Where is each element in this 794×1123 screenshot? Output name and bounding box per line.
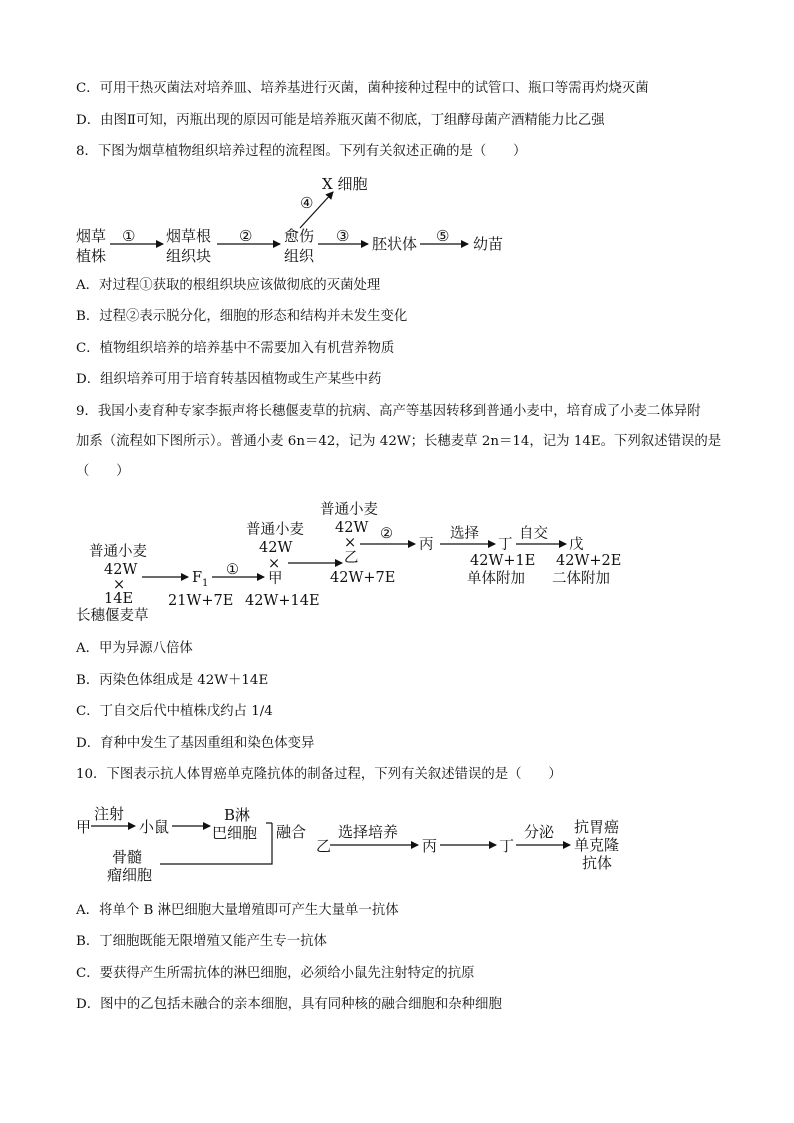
q9-ding-desc: 单体附加 [467,571,525,587]
q10-b-cell-line1: B淋 [224,806,251,824]
q9-yi-genome: 42W+7E [330,570,396,586]
q8-node-tobacco-line2: 植株 [76,247,107,265]
q8-step-3: ③ [336,227,350,245]
q10-ding-label: 丁 [499,837,515,855]
q9-wu-label: 戊 [569,537,584,553]
q8-option-c: C．植物组织培养的培养基中不需要加入有机营养物质 [76,341,395,356]
q8-step-1: ① [122,227,136,245]
q9-parent3-name: 普通小麦 [246,522,304,538]
q8-step-5: ⑤ [436,227,450,245]
q9-cross-3: × [344,535,357,551]
q8-stem: 8．下图为烟草植物组织培养过程的流程图。下列有关叙述正确的是（ ） [76,144,527,159]
q10-option-b: B．丁细胞既能无限增殖又能产生专一抗体 [76,934,327,949]
q10-option-c: C．要获得产生所需抗体的淋巴细胞，必须给小鼠先注射特定的抗原 [76,966,475,981]
q10-mouse-label: 小鼠 [139,818,170,836]
q9-stem-line3: （ ） [76,464,130,479]
q8-node-embryoid: 胚状体 [372,235,418,253]
q9-parent3-genome: 42W [259,540,293,556]
q8-step-4: ④ [300,194,314,212]
q10-stem: 10．下图表示抗人体胃癌单克隆抗体的制备过程，下列有关叙述错误的是（ ） [76,767,562,782]
q10-myeloma-line1: 骨髓 [112,848,143,866]
q9-parent2-name: 长穗偃麦草 [76,608,149,624]
q10-antibody-line1: 抗胃癌 [574,818,620,836]
q9-option-a: A．甲为异源八倍体 [76,641,193,656]
q9-self-label: 自交 [519,526,548,542]
q10-yi-label: 乙 [316,837,332,855]
q8-node-tobacco-line1: 烟草 [76,227,107,245]
q9-parent1-name: 普通小麦 [89,544,147,560]
q9-option-c: C．丁自交后代中植株戊约占 1/4 [76,704,273,719]
q9-option-b: B．丙染色体组成是 42W＋14E [76,673,269,688]
q7-option-c: C．可用干热灭菌法对培养皿、培养基进行灭菌，菌种接种过程中的试管口、瓶口等需再灼烧灭菌 [76,81,649,96]
q8-node-x-cell: X 细胞 [322,175,368,193]
q9-jia-genome: 42W+14E [245,593,320,609]
q10-option-a: A．将单个 B 淋巴细胞大量增殖即可产生大量单一抗体 [76,903,399,918]
q9-f1-label: F [192,570,203,586]
q9-jia-label: 甲 [268,571,283,587]
q8-option-d: D．组织培养可用于培育转基因植物或生产某些中药 [76,372,382,387]
q10-myeloma-line2: 瘤细胞 [107,866,153,884]
q9-parent2-genome: 14E [104,591,134,607]
q7-option-d: D．由图Ⅱ可知，丙瓶出现的原因可能是培养瓶灭菌不彻底，丁组酵母菌产酒精能力比乙强 [76,113,605,128]
q10-antibody-line2: 单克隆 [574,836,620,854]
q9-yi-label: 乙 [344,550,359,566]
q9-select-label: 选择 [450,526,479,542]
q9-bing-label: 丙 [419,537,434,553]
q9-ding-genome: 42W+1E [470,553,536,569]
q10-bing-label: 丙 [422,837,438,855]
q9-stem-line2: 加系（流程如下图所示）。普通小麦 6n＝42，记为 42W；长穗麦草 2n＝14，记为 14E。下列叙述错误的是 [76,434,722,449]
q10-inject-label: 注射 [94,805,125,823]
q8-node-callus-line1: 愈伤 [284,227,315,245]
q9-step-1: ① [226,562,239,578]
q10-option-d: D．图中的乙包括未融合的亲本细胞，具有同种核的融合细胞和杂种细胞 [76,997,502,1012]
q9-f1-genome: 21W+7E [168,593,234,609]
q9-wu-genome: 42W+2E [556,553,622,569]
q9-parent4-genome: 42W [335,520,369,536]
q8-node-root-line2: 组织块 [166,247,212,265]
q10-jia-label: 甲 [76,818,92,836]
q9-step-2: ② [380,526,393,542]
q9-cross-2: × [268,556,281,572]
q10-b-cell-line2: 巴细胞 [212,824,258,842]
q9-f1-subscript: 1 [202,578,209,589]
q8-option-b: B．过程②表示脱分化，细胞的形态和结构并未发生变化 [76,309,408,324]
q9-parent1-genome: 42W [104,562,138,578]
q10-secrete-label: 分泌 [524,823,555,841]
q8-option-a: A．对过程①获取的根组织块应该做彻底的灭菌处理 [76,278,381,293]
q8-node-seedling: 幼苗 [473,235,504,253]
q9-ding-label: 丁 [498,537,513,553]
q10-fuse-label: 融合 [276,823,307,841]
q9-stem-line1: 9．我国小麦育种专家李振声将长穗偃麦草的抗病、高产等基因转移到普通小麦中，培育成了小麦二体异附 [76,404,701,419]
q8-node-root-line1: 烟草根 [166,227,212,245]
q9-parent4-name: 普通小麦 [320,502,378,518]
q8-step-2: ② [239,227,253,245]
q9-wu-desc: 二体附加 [552,571,610,587]
q9-cross-1: × [113,577,126,593]
q10-culture-label: 选择培养 [338,823,399,841]
q8-node-callus-line2: 组织 [284,247,315,265]
q10-antibody-line3: 抗体 [582,854,613,872]
q9-option-d: D．育种中发生了基因重组和染色体变异 [76,736,315,751]
